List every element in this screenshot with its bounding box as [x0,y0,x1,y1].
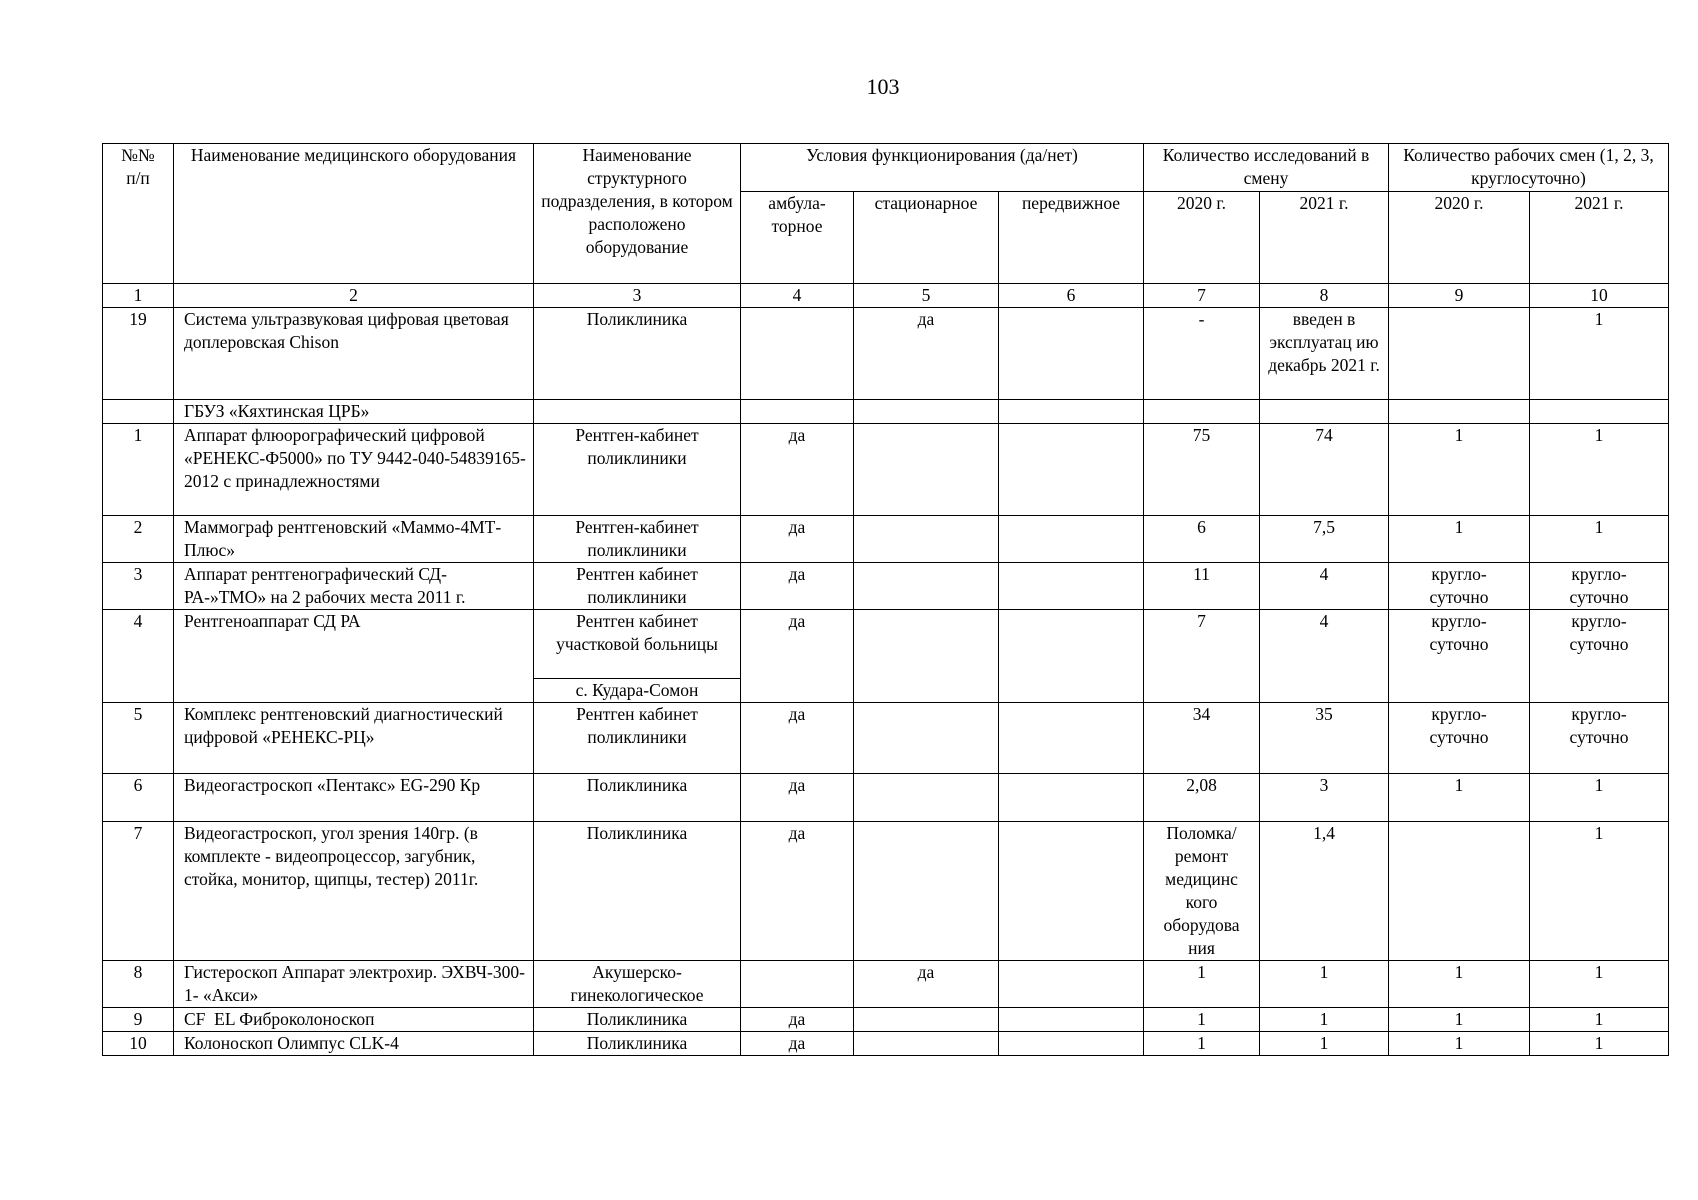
equipment-name: Видеогастроскоп, угол зрения 140гр. (в комплекте - видеопроцессор, загубник, стойка, монитор, щипцы, тестер) 2011г. [174,822,534,961]
equipment-name: Система ультразвуковая цифровая цветовая доплеровская Chison [174,308,534,400]
equipment-name: Маммограф рентгеновский «Маммо-4МТ-Плюс» [174,516,534,563]
header-mobile: передвижное [999,192,1144,284]
studies-2020: 1 [1144,1032,1260,1056]
equipment-name: Аппарат рентгенографический СД-РА-»ТМО» на 2 рабочих места 2011 г. [174,563,534,610]
empty-cell [854,400,999,424]
shifts-2020: 1 [1389,516,1530,563]
row-num: 1 [103,424,174,516]
ambulatory: да [741,610,854,703]
stationary [854,774,999,822]
shifts-2021: кругло- суточно [1530,610,1669,703]
shifts-2021: кругло- суточно [1530,703,1669,774]
equipment-name: Рентгеноаппарат СД РА [174,610,534,703]
equipment-name: Аппарат флюорографический цифровой «РЕНЕКС-Ф5000» по ТУ 9442-040-54839165-2012 с принадлежностями [174,424,534,516]
department: Акушерско-гинекологическое [534,961,741,1008]
ambulatory: да [741,1008,854,1032]
empty-cell [534,400,741,424]
ambulatory: да [741,822,854,961]
header-stationary: стационарное [854,192,999,284]
studies-2021: 3 [1260,774,1389,822]
header-shifts-2020: 2020 г. [1389,192,1530,284]
row-num: 9 [103,1008,174,1032]
equipment-name: Гистероскоп Аппарат электрохир. ЭХВЧ-300-1- «Акси» [174,961,534,1008]
shifts-2020: кругло- суточно [1389,703,1530,774]
studies-2020: 1 [1144,1008,1260,1032]
row-num: 19 [103,308,174,400]
section-title: ГБУЗ «Кяхтинская ЦРБ» [174,400,534,424]
mobile [999,822,1144,961]
equipment-name: Видеогастроскоп «Пентакс» EG-290 Кр [174,774,534,822]
stationary [854,516,999,563]
row-num: 10 [103,1032,174,1056]
studies-2020: 6 [1144,516,1260,563]
ambulatory: да [741,563,854,610]
shifts-2020: 1 [1389,1008,1530,1032]
empty-cell [1389,400,1530,424]
stationary [854,822,999,961]
studies-2020: 1 [1144,961,1260,1008]
shifts-2020: 1 [1389,961,1530,1008]
page-number: 103 [866,74,900,99]
header-studies-per-shift: Количество исследований в смену [1144,144,1389,192]
studies-2021: 1,4 [1260,822,1389,961]
table-row [103,703,1669,774]
column-number-row [103,284,1669,308]
shifts-2021: 1 [1530,1008,1669,1032]
stationary: да [854,308,999,400]
column-number: 9 [1389,284,1530,308]
studies-2021: 7,5 [1260,516,1389,563]
mobile [999,516,1144,563]
studies-2020: 2,08 [1144,774,1260,822]
header-department: Наименование структурного подразделения, в котором расположено оборудование [534,144,741,284]
table-row [103,1008,1669,1032]
header-num: №№ п/п [103,144,174,284]
mobile [999,703,1144,774]
shifts-2020: 1 [1389,774,1530,822]
studies-2021: 1 [1260,1008,1389,1032]
equipment-table [102,143,1669,1056]
shifts-2020: кругло- суточно [1389,563,1530,610]
mobile [999,1032,1144,1056]
studies-2021: введен в эксплуатац ию декабрь 2021 г. [1260,308,1389,400]
empty-cell [741,400,854,424]
table-row [103,563,1669,610]
row-num: 2 [103,516,174,563]
table-row [103,424,1669,516]
stationary: да [854,961,999,1008]
row-num: 6 [103,774,174,822]
stationary [854,703,999,774]
row-num: 4 [103,610,174,703]
studies-2021: 4 [1260,610,1389,703]
department-location: с. Кудара-Сомон [534,679,741,703]
table-row [103,516,1669,563]
department: Поликлиника [534,822,741,961]
section-row [103,400,1669,424]
department: Поликлиника [534,1032,741,1056]
column-number: 8 [1260,284,1389,308]
shifts-2021: 1 [1530,1032,1669,1056]
column-number: 6 [999,284,1144,308]
studies-2020: 11 [1144,563,1260,610]
header-equipment-name: Наименование медицинского оборудования [174,144,534,284]
table-row [103,774,1669,822]
department: Поликлиника [534,774,741,822]
equipment-name: Комплекс рентгеновский диагностический цифровой «РЕНЕКС-РЦ» [174,703,534,774]
empty-cell [1144,400,1260,424]
studies-2020: Поломка/ ремонт медицинс кого оборудова ния [1144,822,1260,961]
shifts-2020: 1 [1389,424,1530,516]
equipment-name: Колоноскоп Олимпус CLK-4 [174,1032,534,1056]
department: Рентген кабинет поликлиники [534,563,741,610]
equipment-name: CF EL Фиброколоноскоп [174,1008,534,1032]
empty-cell [1530,400,1669,424]
mobile [999,961,1144,1008]
stationary [854,563,999,610]
column-number: 2 [174,284,534,308]
department: Рентген-кабинет поликлиники [534,424,741,516]
row-num: 3 [103,563,174,610]
department: Рентген кабинет участковой больницы [534,610,741,679]
shifts-2021: 1 [1530,424,1669,516]
mobile [999,308,1144,400]
row-num: 8 [103,961,174,1008]
header-studies-2020: 2020 г. [1144,192,1260,284]
row-num: 7 [103,822,174,961]
shifts-2021: 1 [1530,516,1669,563]
stationary [854,1032,999,1056]
stationary [854,610,999,703]
department: Рентген кабинет поликлиники [534,703,741,774]
ambulatory: да [741,703,854,774]
ambulatory: да [741,774,854,822]
header-ambulatory: амбула- торное [741,192,854,284]
shifts-2021: 1 [1530,822,1669,961]
studies-2020: 34 [1144,703,1260,774]
studies-2021: 1 [1260,961,1389,1008]
shifts-2021: 1 [1530,961,1669,1008]
studies-2021: 4 [1260,563,1389,610]
stationary [854,1008,999,1032]
ambulatory [741,308,854,400]
header-row-1 [103,144,1669,192]
row-num: 5 [103,703,174,774]
shifts-2020: кругло- суточно [1389,610,1530,703]
table-row [103,961,1669,1008]
shifts-2020: 1 [1389,1032,1530,1056]
studies-2021: 35 [1260,703,1389,774]
studies-2020: 7 [1144,610,1260,703]
shifts-2020 [1389,308,1530,400]
ambulatory: да [741,516,854,563]
header-conditions: Условия функционирования (да/нет) [741,144,1144,192]
table-row [103,1032,1669,1056]
column-number: 1 [103,284,174,308]
ambulatory: да [741,424,854,516]
header-shifts-2021: 2021 г. [1530,192,1669,284]
studies-2020: 75 [1144,424,1260,516]
studies-2021: 1 [1260,1032,1389,1056]
column-number: 10 [1530,284,1669,308]
mobile [999,610,1144,703]
ambulatory: да [741,1032,854,1056]
shifts-2021: кругло- суточно [1530,563,1669,610]
studies-2021: 74 [1260,424,1389,516]
empty-cell [999,400,1144,424]
ambulatory [741,961,854,1008]
section-num [103,400,174,424]
header-studies-2021: 2021 г. [1260,192,1389,284]
column-number: 3 [534,284,741,308]
shifts-2020 [1389,822,1530,961]
table-row [103,822,1669,961]
mobile [999,1008,1144,1032]
shifts-2021: 1 [1530,308,1669,400]
mobile [999,424,1144,516]
stationary [854,424,999,516]
column-number: 5 [854,284,999,308]
department: Поликлиника [534,308,741,400]
table-row [103,308,1669,400]
department: Рентген-кабинет поликлиники [534,516,741,563]
mobile [999,563,1144,610]
header-work-shifts: Количество рабочих смен (1, 2, 3, круглосуточно) [1389,144,1669,192]
mobile [999,774,1144,822]
studies-2020: - [1144,308,1260,400]
empty-cell [1260,400,1389,424]
department: Поликлиника [534,1008,741,1032]
column-number: 7 [1144,284,1260,308]
table-row [103,610,1669,679]
shifts-2021: 1 [1530,774,1669,822]
column-number: 4 [741,284,854,308]
